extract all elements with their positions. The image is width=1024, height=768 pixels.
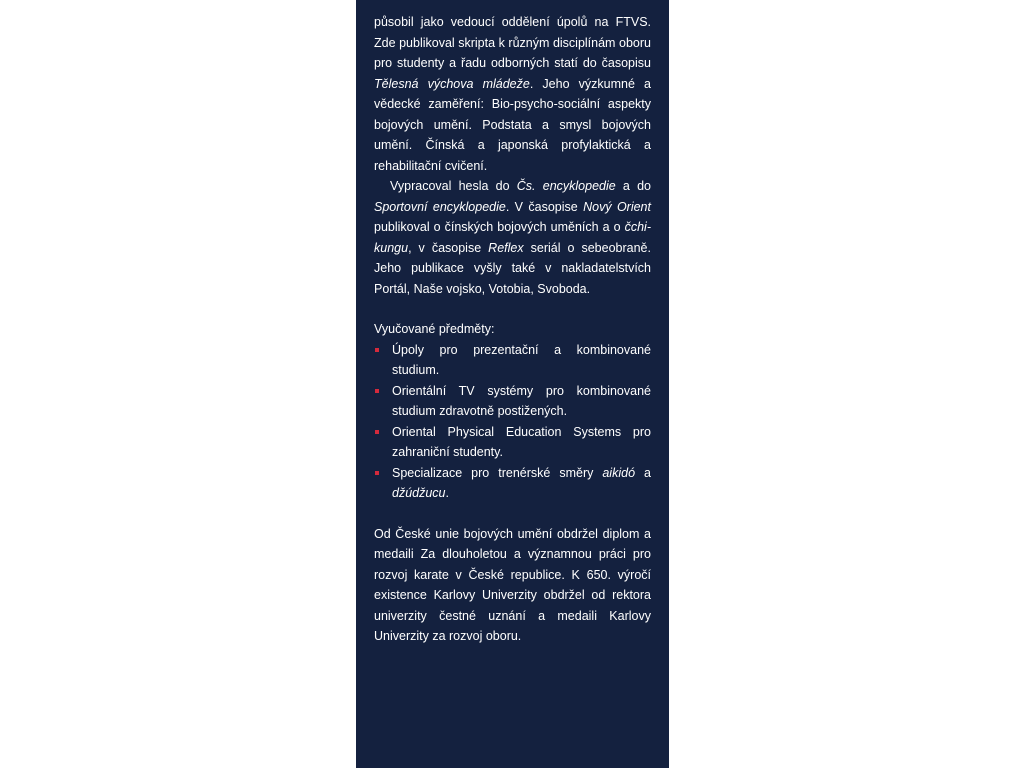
text-segment: publikoval o čínských bojových uměních a o: [374, 220, 625, 234]
paragraph-research: [374, 12, 651, 176]
list-item-text: Specializace pro trenérské směry: [392, 465, 603, 480]
list-item: [374, 463, 651, 504]
text-segment: . V časopise: [505, 199, 584, 214]
journal-title: Tělesná výchova mládeže: [374, 76, 530, 91]
subjects-list: [374, 340, 651, 504]
bullet-icon: [375, 389, 379, 393]
journal-title: Reflex: [488, 240, 524, 255]
bullet-icon: [375, 348, 379, 352]
list-item-text: Orientální TV systémy pro kombinované studium zdravotně postižených.: [392, 383, 651, 418]
text-segment: Vypracoval hesla do: [390, 179, 517, 193]
subjects-heading: Vyučované předměty:: [374, 322, 495, 336]
spacer: [374, 504, 651, 524]
discipline-term: džúdžucu: [392, 486, 446, 500]
list-item: [374, 381, 651, 422]
text-segment: a do: [615, 179, 651, 193]
paragraph-publications: [374, 176, 651, 299]
discipline-term: čchi-kungu: [374, 220, 651, 255]
list-item: [374, 340, 651, 381]
list-item-text: a: [635, 465, 651, 480]
bullet-icon: [375, 430, 379, 434]
list-item-text: .: [445, 486, 449, 500]
text-segment: seriál o sebeobraně. Jeho publikace vyšly také v nakladatelstvích Portál, Naše vojsko, Votobia, Svoboda.: [374, 240, 651, 296]
encyclopedia-title: Sportovní encyklopedie: [374, 199, 506, 214]
encyclopedia-title: Čs. encyklopedie: [516, 179, 616, 193]
biography-panel: [356, 0, 669, 768]
discipline-term: aikidó: [602, 465, 636, 480]
spacer: [374, 299, 651, 319]
text-segment: působil jako vedoucí oddělení úpolů na FTVS. Zde publikoval skripta k různým disciplínám oboru pro studenty a řadu odborných statí do časopisu: [374, 15, 651, 70]
journal-title: Nový Orient: [583, 199, 651, 214]
text-segment: , v časopise: [408, 240, 489, 255]
paragraph-awards: Od České unie bojových umění obdržel diplom a medaili Za dlouholetou a významnou práci pro rozvoj karate v České republice. K 650. výročí existence Karlovy Univerzity obdržel od rektora univerzity čestné uznání a medaili Karlovy Univerzity za rozvoj oboru.: [374, 526, 651, 643]
text-segment: . Jeho výzkumné a vědecké zaměření: Bio-psycho-sociální aspekty bojových umění. Podstata a smysl bojových umění. Čínská a japonská profylaktická a rehabilitační cvičení.: [374, 76, 651, 173]
list-item-text: Oriental Physical Education Systems pro zahraniční studenty.: [392, 424, 651, 459]
bullet-icon: [375, 471, 379, 475]
list-item: [374, 422, 651, 463]
list-item-text: Úpoly pro prezentační a kombinované studium.: [392, 342, 651, 377]
